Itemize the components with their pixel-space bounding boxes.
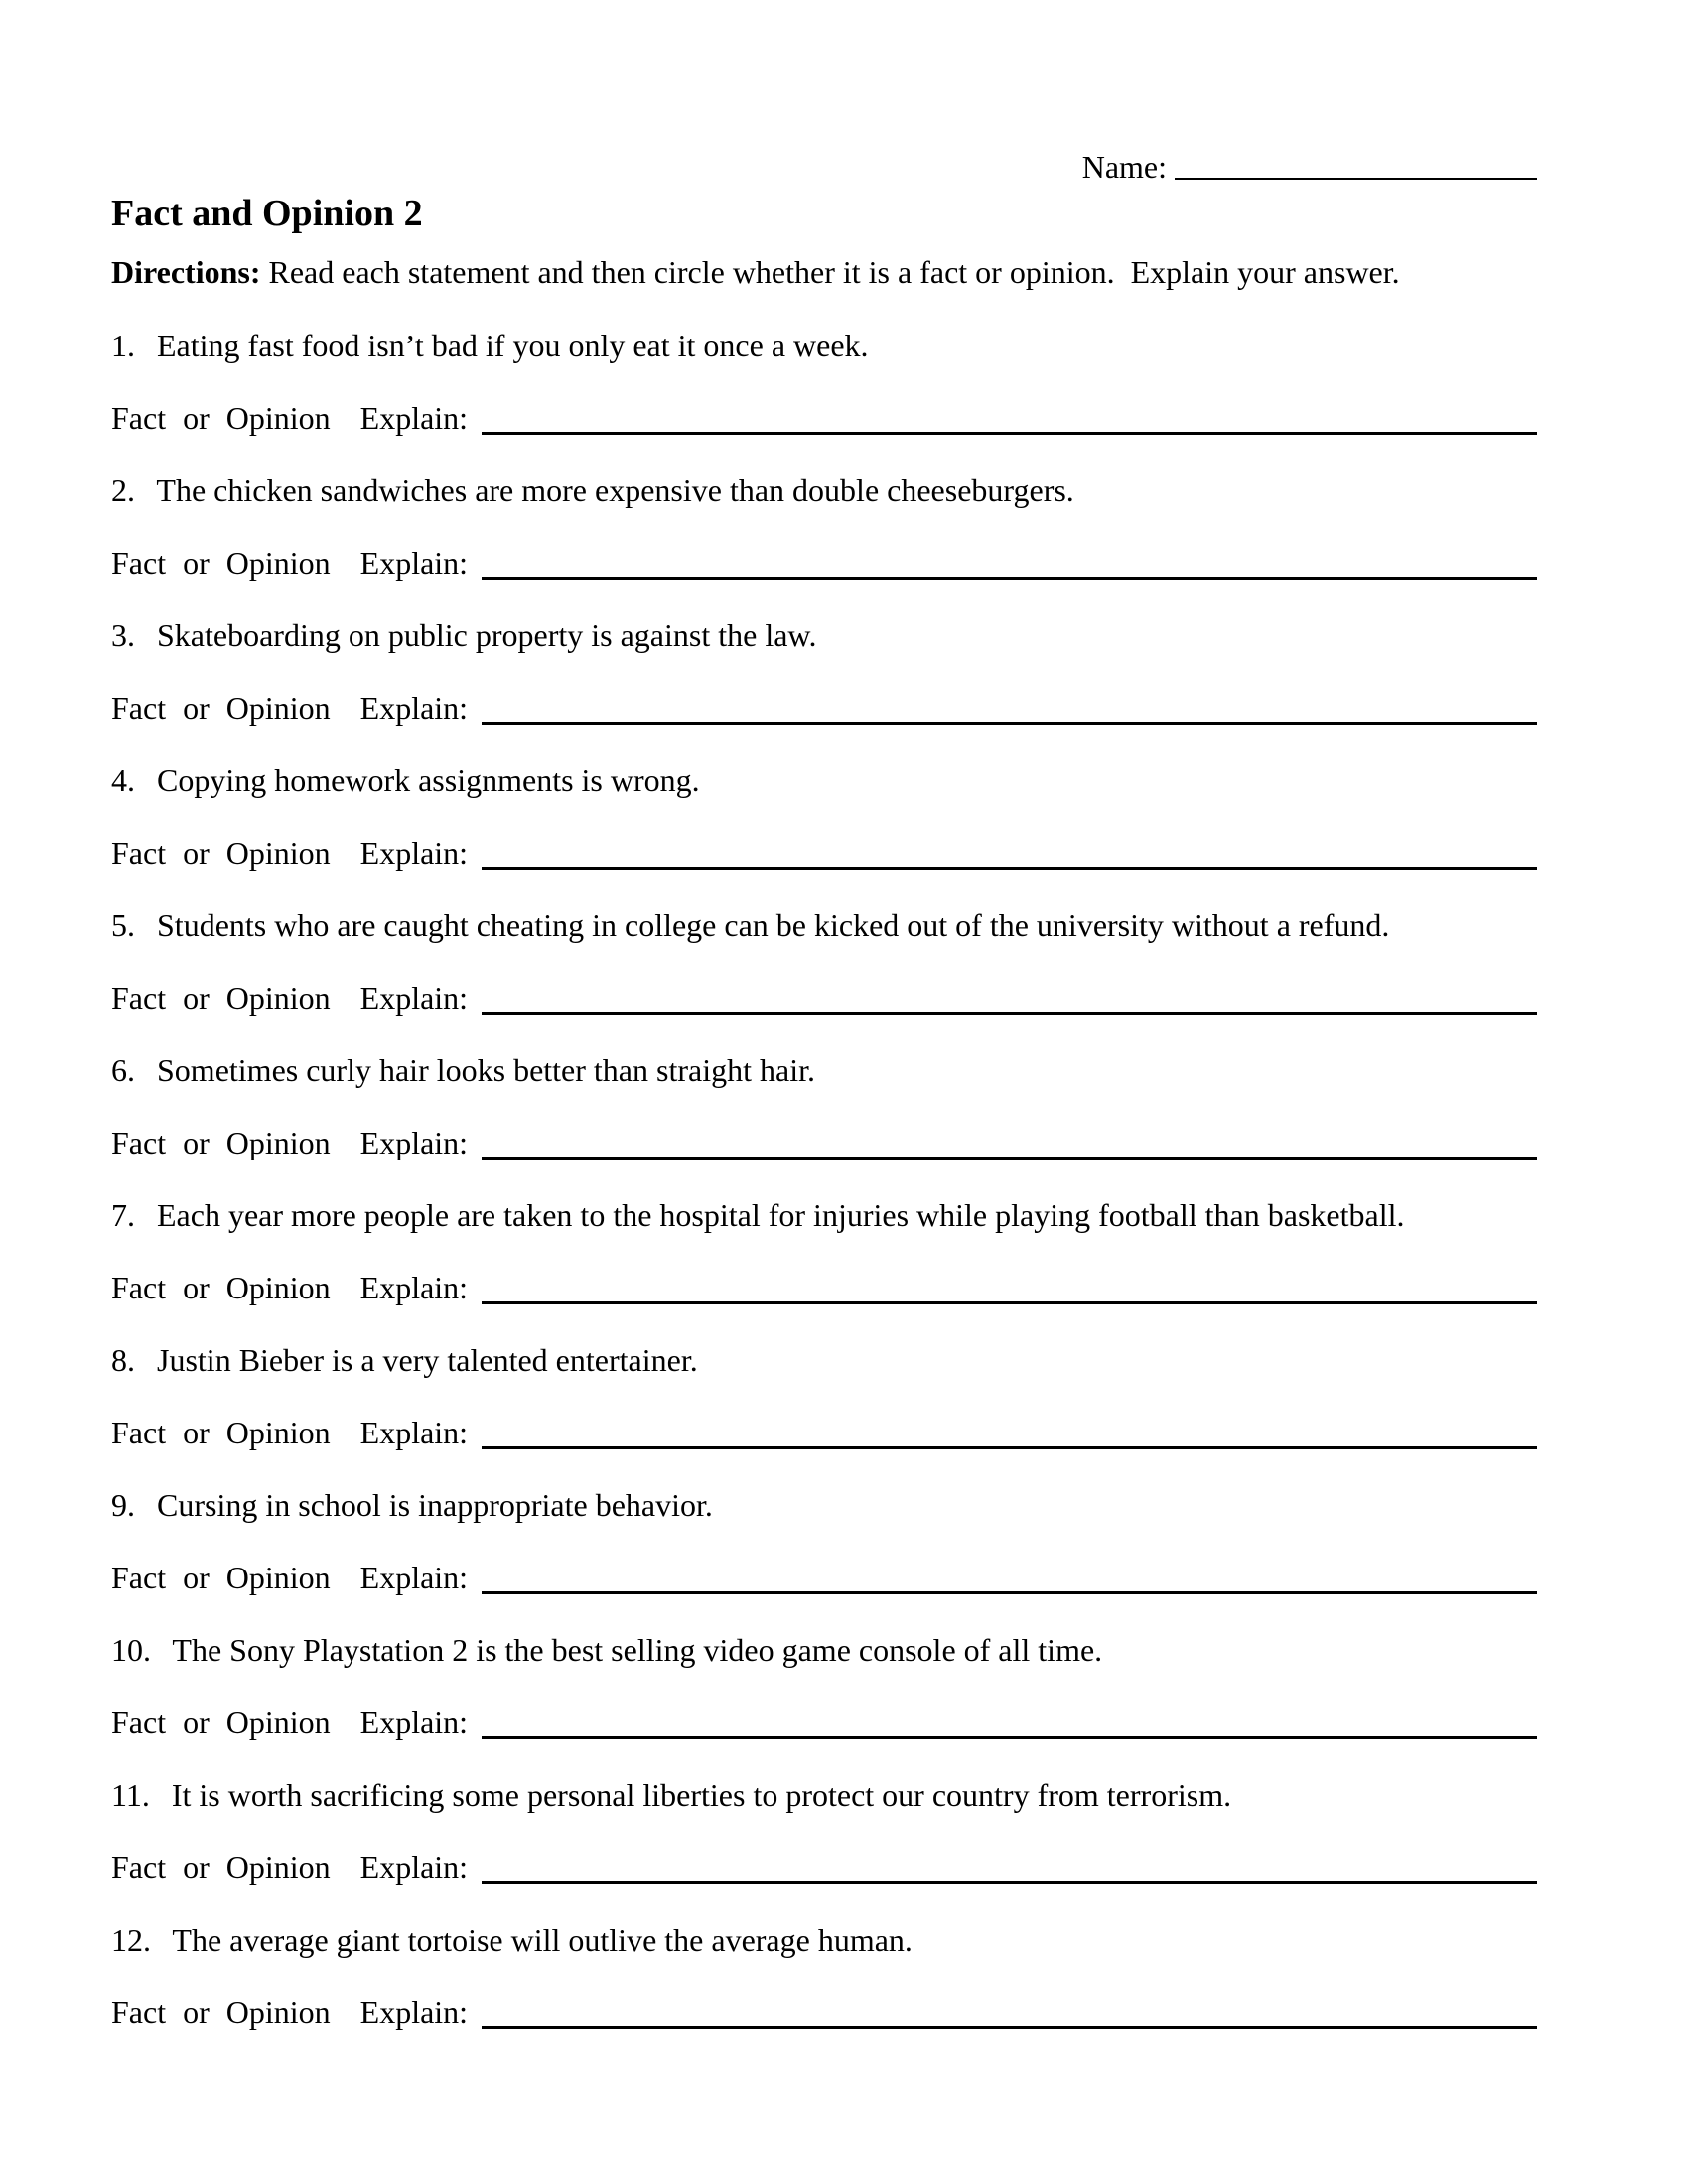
opinion-choice[interactable]: Opinion	[225, 1269, 331, 1305]
fact-choice[interactable]: Fact	[111, 1848, 167, 1885]
explain-blank[interactable]	[482, 1301, 1537, 1304]
or-label: or	[183, 1704, 210, 1740]
explain-blank[interactable]	[482, 1012, 1537, 1015]
or-label: or	[183, 1993, 210, 2030]
opinion-choice[interactable]: Opinion	[225, 544, 331, 581]
opinion-choice[interactable]: Opinion	[225, 834, 331, 871]
answer-row	[111, 1123, 1537, 1162]
answer-row	[111, 1703, 1537, 1742]
name-row	[111, 147, 1537, 187]
question-statement	[111, 1485, 1537, 1525]
or-label: or	[183, 689, 210, 726]
fact-choice[interactable]: Fact	[111, 399, 167, 436]
opinion-choice[interactable]: Opinion	[225, 979, 331, 1016]
question-block	[111, 1775, 1537, 1887]
question-block	[111, 760, 1537, 873]
question-block	[111, 1050, 1537, 1162]
question-number: 3.	[111, 616, 135, 653]
fact-choice[interactable]: Fact	[111, 1124, 167, 1160]
or-label: or	[183, 834, 210, 871]
opinion-choice[interactable]: Opinion	[225, 1704, 331, 1740]
question-block	[111, 1195, 1537, 1307]
explain-label: Explain:	[359, 544, 469, 581]
question-statement	[111, 905, 1537, 945]
question-number: 12.	[111, 1921, 151, 1958]
answer-row	[111, 1847, 1537, 1887]
fact-choice[interactable]: Fact	[111, 1414, 167, 1450]
question-text: Copying homework assignments is wrong.	[157, 761, 700, 798]
explain-blank[interactable]	[482, 1446, 1537, 1449]
answer-row	[111, 688, 1537, 728]
or-label: or	[183, 1414, 210, 1450]
question-block	[111, 905, 1537, 1018]
question-block	[111, 1485, 1537, 1597]
fact-choice[interactable]: Fact	[111, 834, 167, 871]
question-statement	[111, 1775, 1537, 1815]
question-text: The average giant tortoise will outlive the average human.	[172, 1921, 913, 1958]
question-number: 1.	[111, 327, 135, 363]
question-number: 2.	[111, 472, 135, 508]
question-number: 7.	[111, 1196, 135, 1233]
question-statement	[111, 1340, 1537, 1380]
explain-blank[interactable]	[482, 577, 1537, 580]
or-label: or	[183, 544, 210, 581]
explain-blank[interactable]	[482, 2026, 1537, 2029]
opinion-choice[interactable]: Opinion	[225, 1414, 331, 1450]
explain-label: Explain:	[359, 1993, 469, 2030]
or-label: or	[183, 1559, 210, 1595]
question-block	[111, 615, 1537, 728]
opinion-choice[interactable]: Opinion	[225, 1559, 331, 1595]
question-text: Skateboarding on public property is against the law.	[157, 616, 817, 653]
explain-label: Explain:	[359, 834, 469, 871]
or-label: or	[183, 1124, 210, 1160]
or-label: or	[183, 979, 210, 1016]
question-number: 10.	[111, 1631, 151, 1668]
or-label: or	[183, 1848, 210, 1885]
question-statement	[111, 471, 1537, 510]
answer-row	[111, 978, 1537, 1018]
question-number: 4.	[111, 761, 135, 798]
question-statement	[111, 1630, 1537, 1670]
question-statement	[111, 760, 1537, 800]
answer-row	[111, 1558, 1537, 1597]
explain-label: Explain:	[359, 689, 469, 726]
question-number: 5.	[111, 906, 135, 943]
explain-blank[interactable]	[482, 722, 1537, 725]
fact-choice[interactable]: Fact	[111, 689, 167, 726]
explain-label: Explain:	[359, 1269, 469, 1305]
directions-text: Read each statement and then circle whether it is a fact or opinion. Explain your answer.	[268, 253, 1400, 290]
directions-label: Directions:	[111, 253, 261, 290]
explain-blank[interactable]	[482, 867, 1537, 870]
question-statement	[111, 1195, 1537, 1235]
question-text: It is worth sacrificing some personal liberties to protect our country from terrorism.	[171, 1776, 1232, 1813]
explain-blank[interactable]	[482, 1736, 1537, 1739]
question-number: 11.	[111, 1776, 150, 1813]
explain-label: Explain:	[359, 399, 469, 436]
explain-label: Explain:	[359, 1414, 469, 1450]
question-block	[111, 326, 1537, 438]
answer-row	[111, 833, 1537, 873]
question-block	[111, 1920, 1537, 2032]
fact-choice[interactable]: Fact	[111, 1269, 167, 1305]
name-label: Name:	[1081, 149, 1167, 185]
explain-blank[interactable]	[482, 1157, 1537, 1160]
question-statement	[111, 615, 1537, 655]
answer-row	[111, 1992, 1537, 2032]
answer-row	[111, 398, 1537, 438]
questions-list	[111, 326, 1537, 2032]
opinion-choice[interactable]: Opinion	[225, 1848, 331, 1885]
answer-row	[111, 1413, 1537, 1452]
question-text: Justin Bieber is a very talented entertainer.	[157, 1341, 698, 1378]
name-blank[interactable]	[1175, 178, 1537, 180]
explain-blank[interactable]	[482, 432, 1537, 435]
or-label: or	[183, 1269, 210, 1305]
explain-blank[interactable]	[482, 1881, 1537, 1884]
explain-blank[interactable]	[482, 1591, 1537, 1594]
opinion-choice[interactable]: Opinion	[225, 689, 331, 726]
opinion-choice[interactable]: Opinion	[225, 1124, 331, 1160]
question-text: Students who are caught cheating in college can be kicked out of the university without a refund.	[157, 906, 1390, 943]
opinion-choice[interactable]: Opinion	[225, 399, 331, 436]
explain-label: Explain:	[359, 979, 469, 1016]
question-block	[111, 1630, 1537, 1742]
question-text: Sometimes curly hair looks better than straight hair.	[157, 1051, 815, 1088]
answer-row	[111, 1268, 1537, 1307]
explain-label: Explain:	[359, 1124, 469, 1160]
question-text: Each year more people are taken to the hospital for injuries while playing football than basketball.	[157, 1196, 1405, 1233]
fact-choice[interactable]: Fact	[111, 979, 167, 1016]
question-text: The chicken sandwiches are more expensive than double cheeseburgers.	[156, 472, 1074, 508]
question-block	[111, 1340, 1537, 1452]
answer-row	[111, 543, 1537, 583]
question-number: 8.	[111, 1341, 135, 1378]
fact-choice[interactable]: Fact	[111, 1993, 167, 2030]
question-number: 6.	[111, 1051, 135, 1088]
question-statement	[111, 1050, 1537, 1090]
question-block	[111, 471, 1537, 583]
question-number: 9.	[111, 1486, 135, 1523]
directions	[111, 252, 1537, 292]
fact-choice[interactable]: Fact	[111, 1559, 167, 1595]
explain-label: Explain:	[359, 1704, 469, 1740]
question-text: Eating fast food isn’t bad if you only eat it once a week.	[157, 327, 869, 363]
question-text: The Sony Playstation 2 is the best selling video game console of all time.	[172, 1631, 1103, 1668]
question-statement	[111, 326, 1537, 365]
question-text: Cursing in school is inappropriate behavior.	[157, 1486, 713, 1523]
opinion-choice[interactable]: Opinion	[225, 1993, 331, 2030]
question-statement	[111, 1920, 1537, 1960]
or-label: or	[183, 399, 210, 436]
explain-label: Explain:	[359, 1848, 469, 1885]
fact-choice[interactable]: Fact	[111, 1704, 167, 1740]
page-title: Fact and Opinion 2	[111, 193, 423, 234]
explain-label: Explain:	[359, 1559, 469, 1595]
fact-choice[interactable]: Fact	[111, 544, 167, 581]
